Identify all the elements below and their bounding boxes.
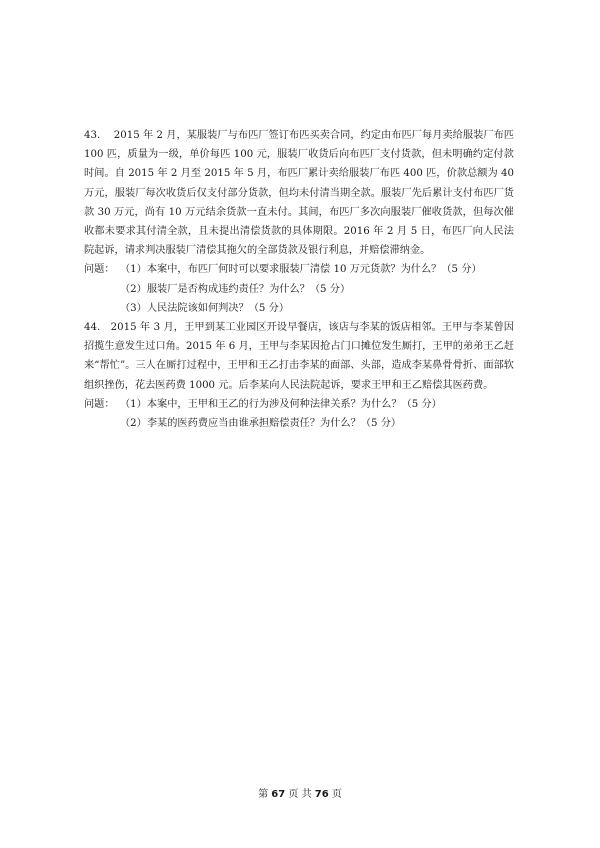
page-footer: [0, 788, 600, 802]
footer-middle: 页 共: [288, 789, 312, 800]
page-content: [84, 126, 514, 433]
footer-prefix: 第: [258, 789, 269, 800]
question-44-item-1: [84, 395, 514, 414]
question-43-item-1: [84, 260, 514, 279]
footer-total-pages: 76: [314, 789, 329, 800]
question-44-body: 44. 2015 年 3 月，王甲到某工业园区开设早餐店，该店与李某的饭店相邻。王甲与李某曾因招揽生意发生过口角。2015 年 6 月，王甲与李某因抢占门口摊位发生厮打，王甲的弟弟王乙赶来“帮忙”。三人在厮打过程中，王甲和王乙打击李某的面部、头部，造成李某鼻骨骨折、面部软组织挫伤，花去医药费 1000 元。后李某向人民法院起诉，要求王甲和王乙赔偿其医药费。: [84, 322, 514, 391]
question-44-label: 问题：: [84, 398, 115, 410]
footer-current-page: 67: [271, 789, 286, 800]
question-43-item-3: （3）人民法院该如何判决？（5 分）: [120, 302, 290, 314]
question-44: [84, 318, 514, 433]
question-43-item-1-text: （1）本案中，布匹厂何时可以要求服装厂清偿 10 万元货款？为什么？（5 分）: [120, 264, 482, 276]
question-44-item-2: （2）李某的医药费应当由谁承担赔偿责任？为什么？（5 分）: [120, 418, 402, 430]
question-43: [84, 126, 514, 318]
question-43-label: 问题：: [84, 264, 115, 276]
footer-suffix: 页: [331, 789, 342, 800]
question-43-body: 43. 2015 年 2 月，某服装厂与布匹厂签订布匹买卖合同，约定由布匹厂每月卖给服装厂布匹 100 匹，质量为一级，单价每匹 100 元，服装厂收货后向布匹厂支付货款，但未明确约定付款时间。自 2015 年 2 月至 2015 年 5 月，布匹厂累计卖给服装厂布匹 400 匹，价款总额为 40 万元，服装厂每次收货后仅支付部分货款，但均未付清当期全款。服装厂先后累计支付布匹厂货款 30 万元，尚有 10 万元结余货款一直未付。其间，布匹厂多次向服装厂催收货款，但每次催收都未要求其付清全款，且未提出清偿货款的具体期限。2016 年 2 月 5 日，布匹厂向人民法院起诉，请求判决服装厂清偿其拖欠的全部货款及银行利息，并赔偿滞纳金。: [84, 130, 514, 257]
question-43-item-2: （2）服装厂是否构成违约责任？为什么？（5 分）: [120, 283, 351, 295]
question-44-item-1-text: （1）本案中，王甲和王乙的行为涉及何种法律关系？为什么？（5 分）: [120, 398, 442, 410]
